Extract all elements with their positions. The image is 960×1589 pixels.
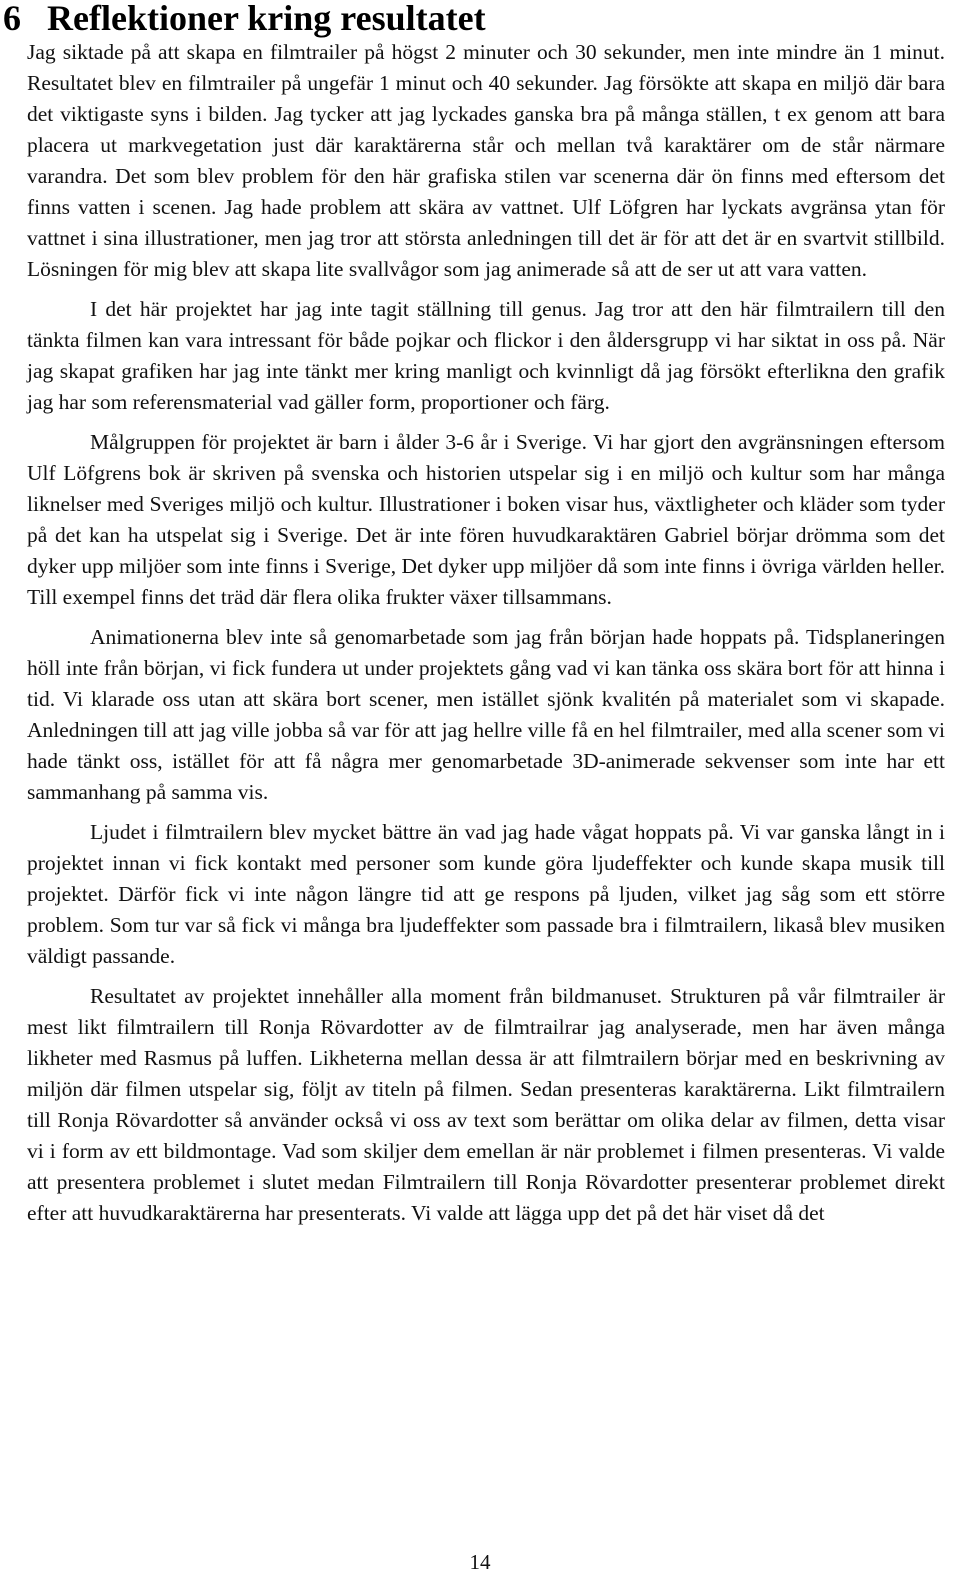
section-title: Reflektioner kring resultatet bbox=[47, 0, 486, 38]
paragraph: Ljudet i filmtrailern blev mycket bättre än vad jag hade vågat hoppats på. Vi var ganska långt in i projektet innan vi fick kontakt med personer som kunde göra ljudeffekter och kunde skapa musik till projektet. Därför fick vi inte någon längre tid att ge respons på ljuden, vilket jag såg som ett större problem. Som tur var så fick vi många bra ljudeffekter som passade bra i filmtrailern, likaså blev musiken väldigt passande. bbox=[27, 820, 945, 968]
paragraph: Jag siktade på att skapa en filmtrailer på högst 2 minuter och 30 sekunder, men inte mindre än 1 minut. Resultatet blev en filmtrailer på ungefär 1 minut och 40 sekunder. Jag försökte att skapa en miljö där bara det viktigaste syns i bilden. Jag tycker att jag lyckades ganska bra på många ställen, t ex genom att bara placera ut markvegetation just där karaktärerna står och mellan två karaktärer om de står närmare varandra. Det som blev problem för den här grafiska stilen var scenerna där ön finns med eftersom det finns vatten i scenen. Jag hade problem att skära av vattnet. Ulf Löfgren har lyckats avgränsa ytan för vattnet i sina illustrationer, men jag tror att största anledningen till det är för att det är en svartvit stillbild. Lösningen för mig blev att skapa lite svallvågor som jag animerade så att de ser ut att vara vatten. bbox=[27, 40, 945, 281]
section-heading bbox=[3, 0, 486, 38]
page-number: 14 bbox=[469, 1550, 491, 1574]
paragraph: Animationerna blev inte så genomarbetade som jag från början hade hoppats på. Tidsplaneringen höll inte från början, vi fick fundera ut under projektets gång vad vi kan tänka oss skära bort för att hinna i tid. Vi klarade oss utan att skära bort scener, men istället sjönk kvalitén på materialet som vi skapade. Anledningen till att jag ville jobba så var för att jag hellre ville få en hel filmtrailer, med alla scener som vi hade tänkt oss, istället för att få några mer genomarbetade 3D-animerade sekvenser som inte har ett sammanhang på samma vis. bbox=[27, 625, 945, 804]
paragraph: Målgruppen för projektet är barn i ålder 3-6 år i Sverige. Vi har gjort den avgränsningen eftersom Ulf Löfgrens bok är skriven på svenska och historien utspelar sig i en miljö och kultur som har många liknelser med Sveriges miljö och kultur. Illustrationer i boken visar hus, växtligheter och kläder som tyder på det kan ha utspelat sig i Sverige. Det är inte fören huvudkaraktären Gabriel börjar drömma som det dyker upp miljöer som inte finns i Sverige, Det dyker upp miljöer då som inte finns i övriga världen heller. Till exempel finns det träd där flera olika frukter växer tillsammans. bbox=[27, 430, 945, 609]
section-number: 6 bbox=[3, 0, 21, 38]
paragraph: Resultatet av projektet innehåller alla moment från bildmanuset. Strukturen på vår filmtrailer är mest likt filmtrailern till Ronja Rövardotter av de filmtrailrar jag analyserade, men har även många likheter med Rasmus på luffen. Likheterna mellan dessa är att filmtrailern börjar med en beskrivning av miljön där filmen utspelar sig, följt av titeln på filmen. Sedan presenteras karaktärerna. Likt filmtrailern till Ronja Rövardotter så använder också vi oss av text som berättar om olika delar av filmen, detta visar vi i form av ett bildmontage. Vad som skiljer dem emellan är när problemet i filmen presenteras. Vi valde att presentera problemet i slutet medan Filmtrailern till Ronja Rövardotter presenterar problemet direkt efter att huvudkaraktärerna har presenterats. Vi valde att lägga upp det på det här viset då det bbox=[27, 984, 945, 1225]
body-text bbox=[27, 37, 945, 1229]
paragraph: I det här projektet har jag inte tagit ställning till genus. Jag tror att den här filmtrailern till den tänkta filmen kan vara intressant för både pojkar och flickor i den åldersgrupp vi har siktat in oss på. När jag skapat grafiken har jag inte tänkt mer kring manligt och kvinnligt då jag försökt efterlikna den grafik jag har som referensmaterial vad gäller form, proportioner och färg. bbox=[27, 297, 945, 414]
